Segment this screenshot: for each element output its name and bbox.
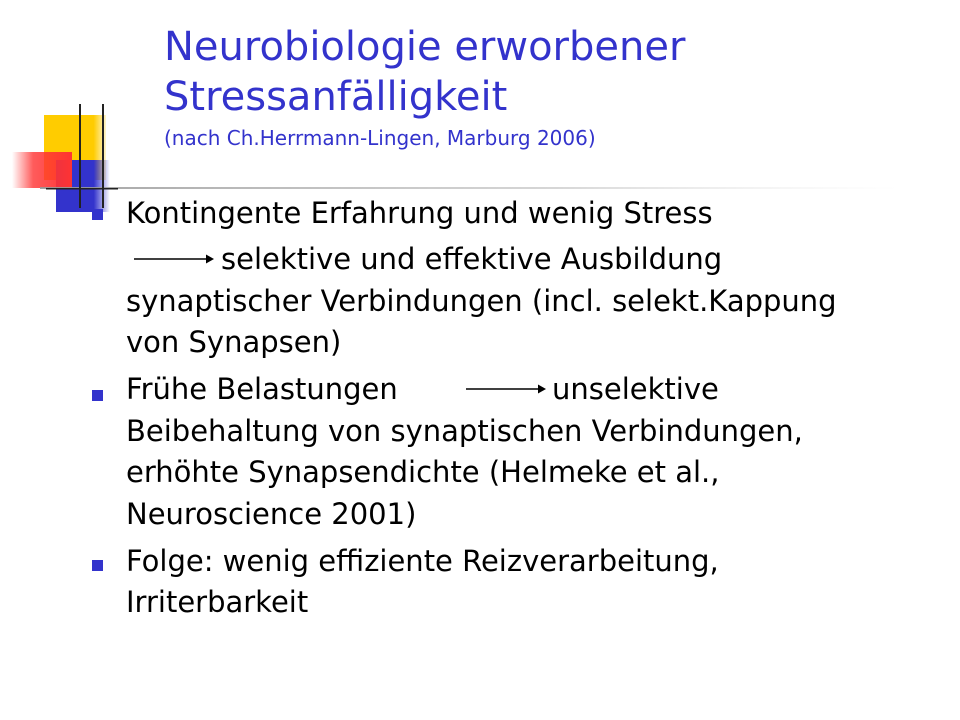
bullet-1-line-1: Kontingente Erfahrung und wenig Stress [126,196,713,230]
bullet-1-line-3: synaptischer Verbindungen (incl. selekt.Kappung [126,284,837,318]
slide-title-line1: Neurobiologie erworbener [164,24,686,70]
bullet-square-icon [92,560,103,571]
bullet-2-line-1b: unselektive [552,372,719,406]
bullet-square-icon [92,390,103,401]
arrow-right-icon [134,252,214,266]
bullet-2-line-4: Neuroscience 2001) [126,497,417,531]
bullet-1-line-2: selektive und effektive Ausbildung [221,242,723,276]
bullet-2-line-3: erhöhte Synapsendichte (Helmeke et al., [126,455,720,489]
bullet-2-line-1a: Frühe Belastungen [126,372,398,406]
bullet-square-icon [92,209,103,220]
slide-title-line2: Stressanfälligkeit [164,74,508,120]
bullet-2-line-2: Beibehaltung von synaptischen Verbindungen, [126,414,803,448]
bullet-3-line-1: Folge: wenig effiziente Reizverarbeitung, [126,544,719,578]
arrow-right-icon [466,382,546,396]
bullet-1-line-4: von Synapsen) [126,325,342,359]
slide-subtitle: (nach Ch.Herrmann-Lingen, Marburg 2006) [164,126,596,150]
bullet-3-line-2: Irriterbarkeit [126,585,309,619]
